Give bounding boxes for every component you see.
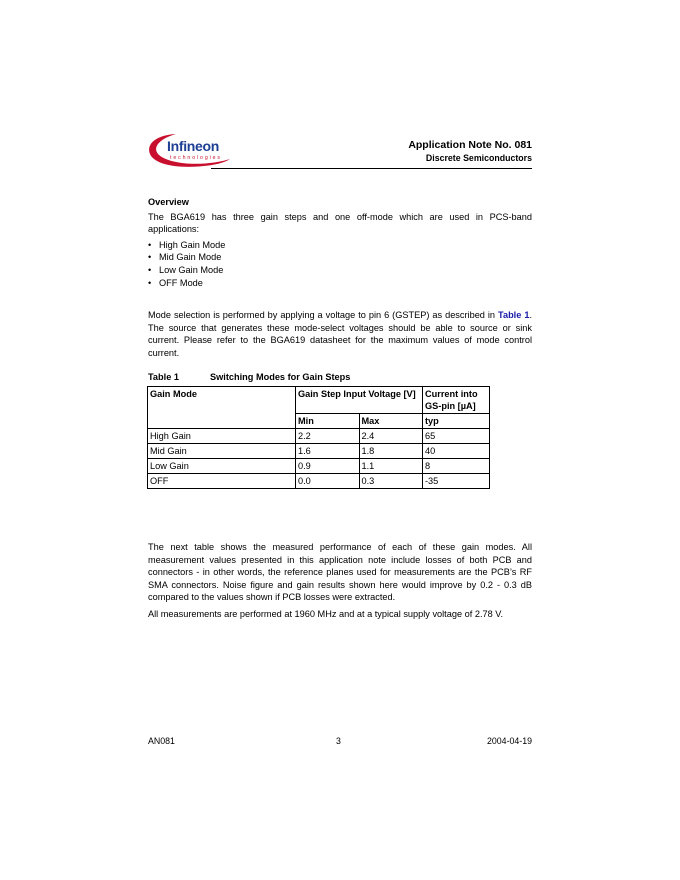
selection-text-end: . The source that generates these mode-select voltages should be able to source or sink current. Please refer to the BGA619 datasheet for the maximum values of mode control current. [148, 310, 532, 358]
logo-tagline: technologies [170, 155, 222, 161]
logo-wordmark: Infineon [167, 138, 220, 154]
document-title: Application Note No. 081 [408, 139, 532, 151]
overview-heading: Overview [148, 197, 189, 207]
list-item: • Low Gain Mode [148, 264, 532, 277]
cell-mode: OFF [148, 474, 296, 489]
header-divider [211, 168, 532, 169]
table-label: Table 1 [148, 372, 179, 382]
switching-modes-table [147, 386, 490, 489]
cell-max: 0.3 [359, 474, 423, 489]
selection-text-start: Mode selection is performed by applying a voltage to pin 6 (GSTEP) as described in [148, 310, 499, 321]
performance-section [148, 541, 532, 621]
cell-max: 2.4 [359, 429, 423, 444]
table1-link[interactable]: Table 1 [498, 310, 530, 321]
cell-max: 1.1 [359, 459, 423, 474]
table-row [148, 474, 490, 489]
cell-mode: High Gain [148, 429, 296, 444]
cell-min: 1.6 [296, 444, 360, 459]
footer-date: 2004-04-19 [487, 736, 532, 746]
page-number: 3 [336, 736, 341, 746]
document-subtitle: Discrete Semiconductors [425, 153, 532, 163]
footer-document-id: AN081 [148, 736, 175, 746]
cell-typ: 65 [423, 429, 490, 444]
table-row [148, 429, 490, 444]
table-title: Switching Modes for Gain Steps [210, 372, 351, 382]
column-header-gain-mode: Gain Mode [148, 387, 296, 429]
mode-list [148, 239, 532, 289]
subheader-min: Min [296, 414, 360, 429]
measurement-conditions: All measurements are performed at 1960 MHz and at a typical supply voltage of 2.78 V. [148, 608, 504, 619]
subheader-max: Max [359, 414, 423, 429]
cell-typ: -35 [423, 474, 490, 489]
cell-mode: Mid Gain [148, 444, 296, 459]
subheader-typ: typ [423, 414, 490, 429]
cell-min: 0.9 [296, 459, 360, 474]
overview-intro: The BGA619 has three gain steps and one off-mode which are used in PCS-band applications: [148, 211, 532, 235]
list-item: • High Gain Mode [148, 239, 532, 252]
table-row [148, 459, 490, 474]
table-caption [148, 372, 351, 382]
cell-min: 0.0 [296, 474, 360, 489]
mode-selection-paragraph [148, 309, 532, 359]
list-item: • OFF Mode [148, 277, 532, 290]
list-item: • Mid Gain Mode [148, 251, 532, 264]
cell-typ: 40 [423, 444, 490, 459]
overview-section [148, 196, 532, 360]
table-row [148, 444, 490, 459]
column-header-input-voltage: Gain Step Input Voltage [V] [296, 387, 423, 414]
cell-mode: Low Gain [148, 459, 296, 474]
infineon-logo [146, 130, 232, 170]
column-header-current: Current into GS-pin [µA] [423, 387, 490, 414]
cell-max: 1.8 [359, 444, 423, 459]
performance-paragraph: The next table shows the measured performance of each of these gain modes. All measurement values presented in this application note include losses of both PCB and connectors - in other words, the reference planes used for measurements are the PCB’s RF SMA connectors. Noise figure and gain results shown here would improve by 0.2 - 0.3 dB compared to the values shown if PCB losses were extracted. [148, 542, 532, 603]
cell-typ: 8 [423, 459, 490, 474]
cell-min: 2.2 [296, 429, 360, 444]
